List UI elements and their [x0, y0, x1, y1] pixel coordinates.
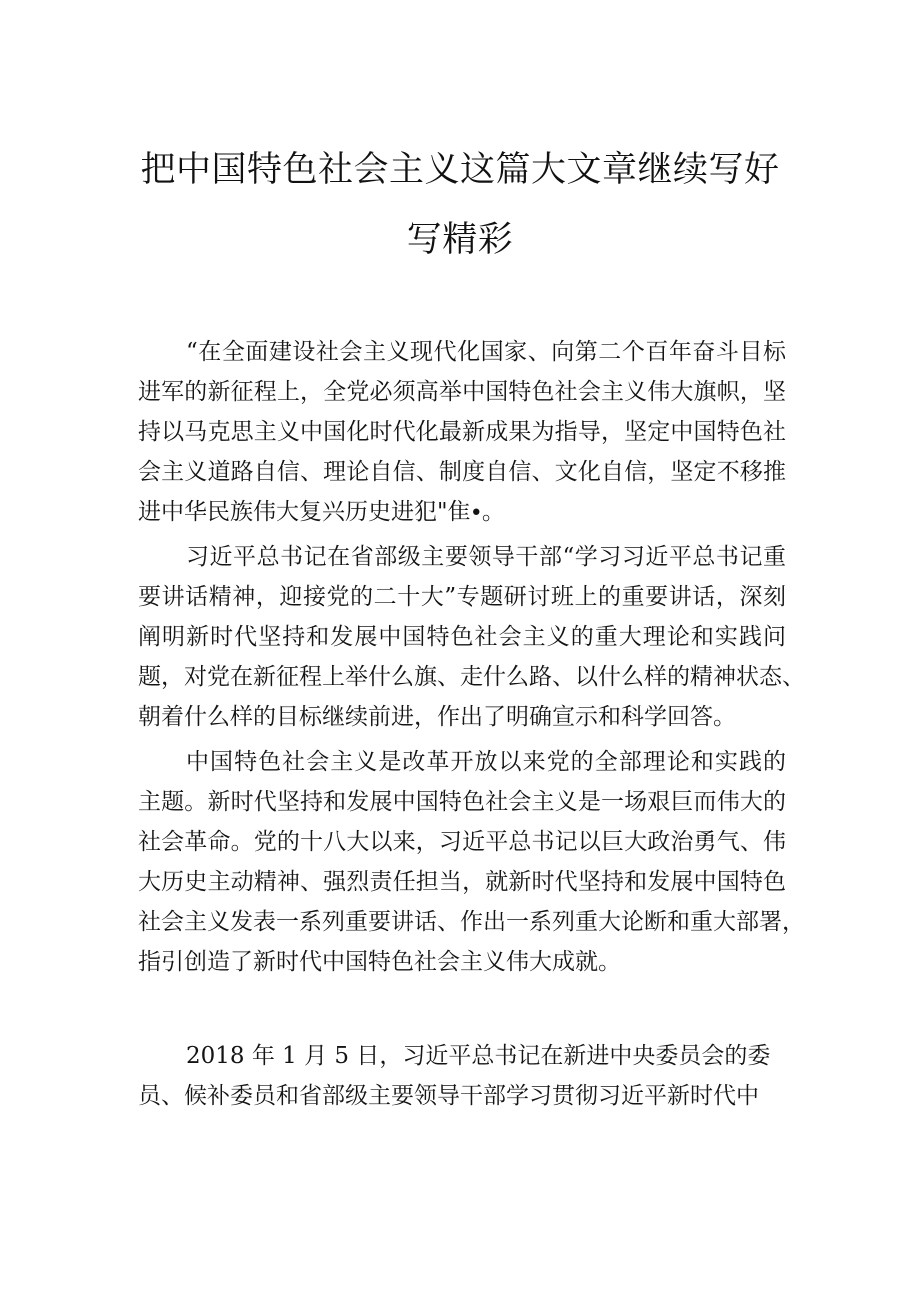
paragraph-4-line-1: 2018 年 1 月 5 日，习近平总书记在新进中央委员会的委: [186, 1043, 771, 1069]
document-title-line-1: 把中国特色社会主义这篇大文章继续写好: [140, 150, 780, 190]
paragraph-1-line-2: 进军的新征程上，全党必须高举中国特色社会主义伟大旗帜，坚: [138, 379, 786, 405]
paragraph-2-line-2: 要讲话精神，迎接党的二十大”专题研讨班上的重要讲话，深刻: [138, 584, 786, 610]
paragraph-3-line-3: 社会革命。党的十八大以来，习近平总书记以巨大政治勇气、伟: [138, 829, 786, 855]
paragraph-3-line-2: 主题。新时代坚持和发展中国特色社会主义是一场艰巨而伟大的: [138, 789, 786, 815]
paragraph-3-line-6: 指引创造了新时代中国特色社会主义伟大成就。: [138, 949, 621, 975]
paragraph-3-line-1: 中国特色社会主义是改革开放以来党的全部理论和实践的: [186, 749, 786, 775]
paragraph-1-line-1: “在全面建设社会主义现代化国家、向第二个百年奋斗目标: [186, 339, 786, 365]
paragraph-1-line-3: 持以马克思主义中国化时代化最新成果为指导，坚定中国特色社: [138, 419, 786, 445]
paragraph-1-line-5: 进中华民族伟大复兴历史进犯"隹∙。: [138, 499, 505, 525]
paragraph-2-line-5: 朝着什么样的目标继续前进，作出了明确宣示和科学回答。: [138, 704, 736, 730]
paragraph-1-line-4: 会主义道路自信、理论自信、制度自信、文化自信，坚定不移推: [138, 459, 786, 485]
paragraph-4-line-2: 员、候补委员和省部级主要领导干部学习贯彻习近平新时代中: [138, 1083, 759, 1109]
paragraph-2-line-1: 习近平总书记在省部级主要领导干部“学习习近平总书记重: [186, 544, 786, 570]
paragraph-2-line-4: 题，对党在新征程上举什么旗、走什么路、以什么样的精神状态、: [138, 664, 805, 690]
paragraph-3-line-5: 社会主义发表一系列重要讲话、作出一系列重大论断和重大部署，: [138, 909, 805, 935]
paragraph-2-line-3: 阐明新时代坚持和发展中国特色社会主义的重大理论和实践问: [138, 624, 786, 650]
paragraph-3-line-4: 大历史主动精神、强烈责任担当，就新时代坚持和发展中国特色: [138, 869, 786, 895]
document-title-line-2: 写精彩: [406, 220, 514, 260]
